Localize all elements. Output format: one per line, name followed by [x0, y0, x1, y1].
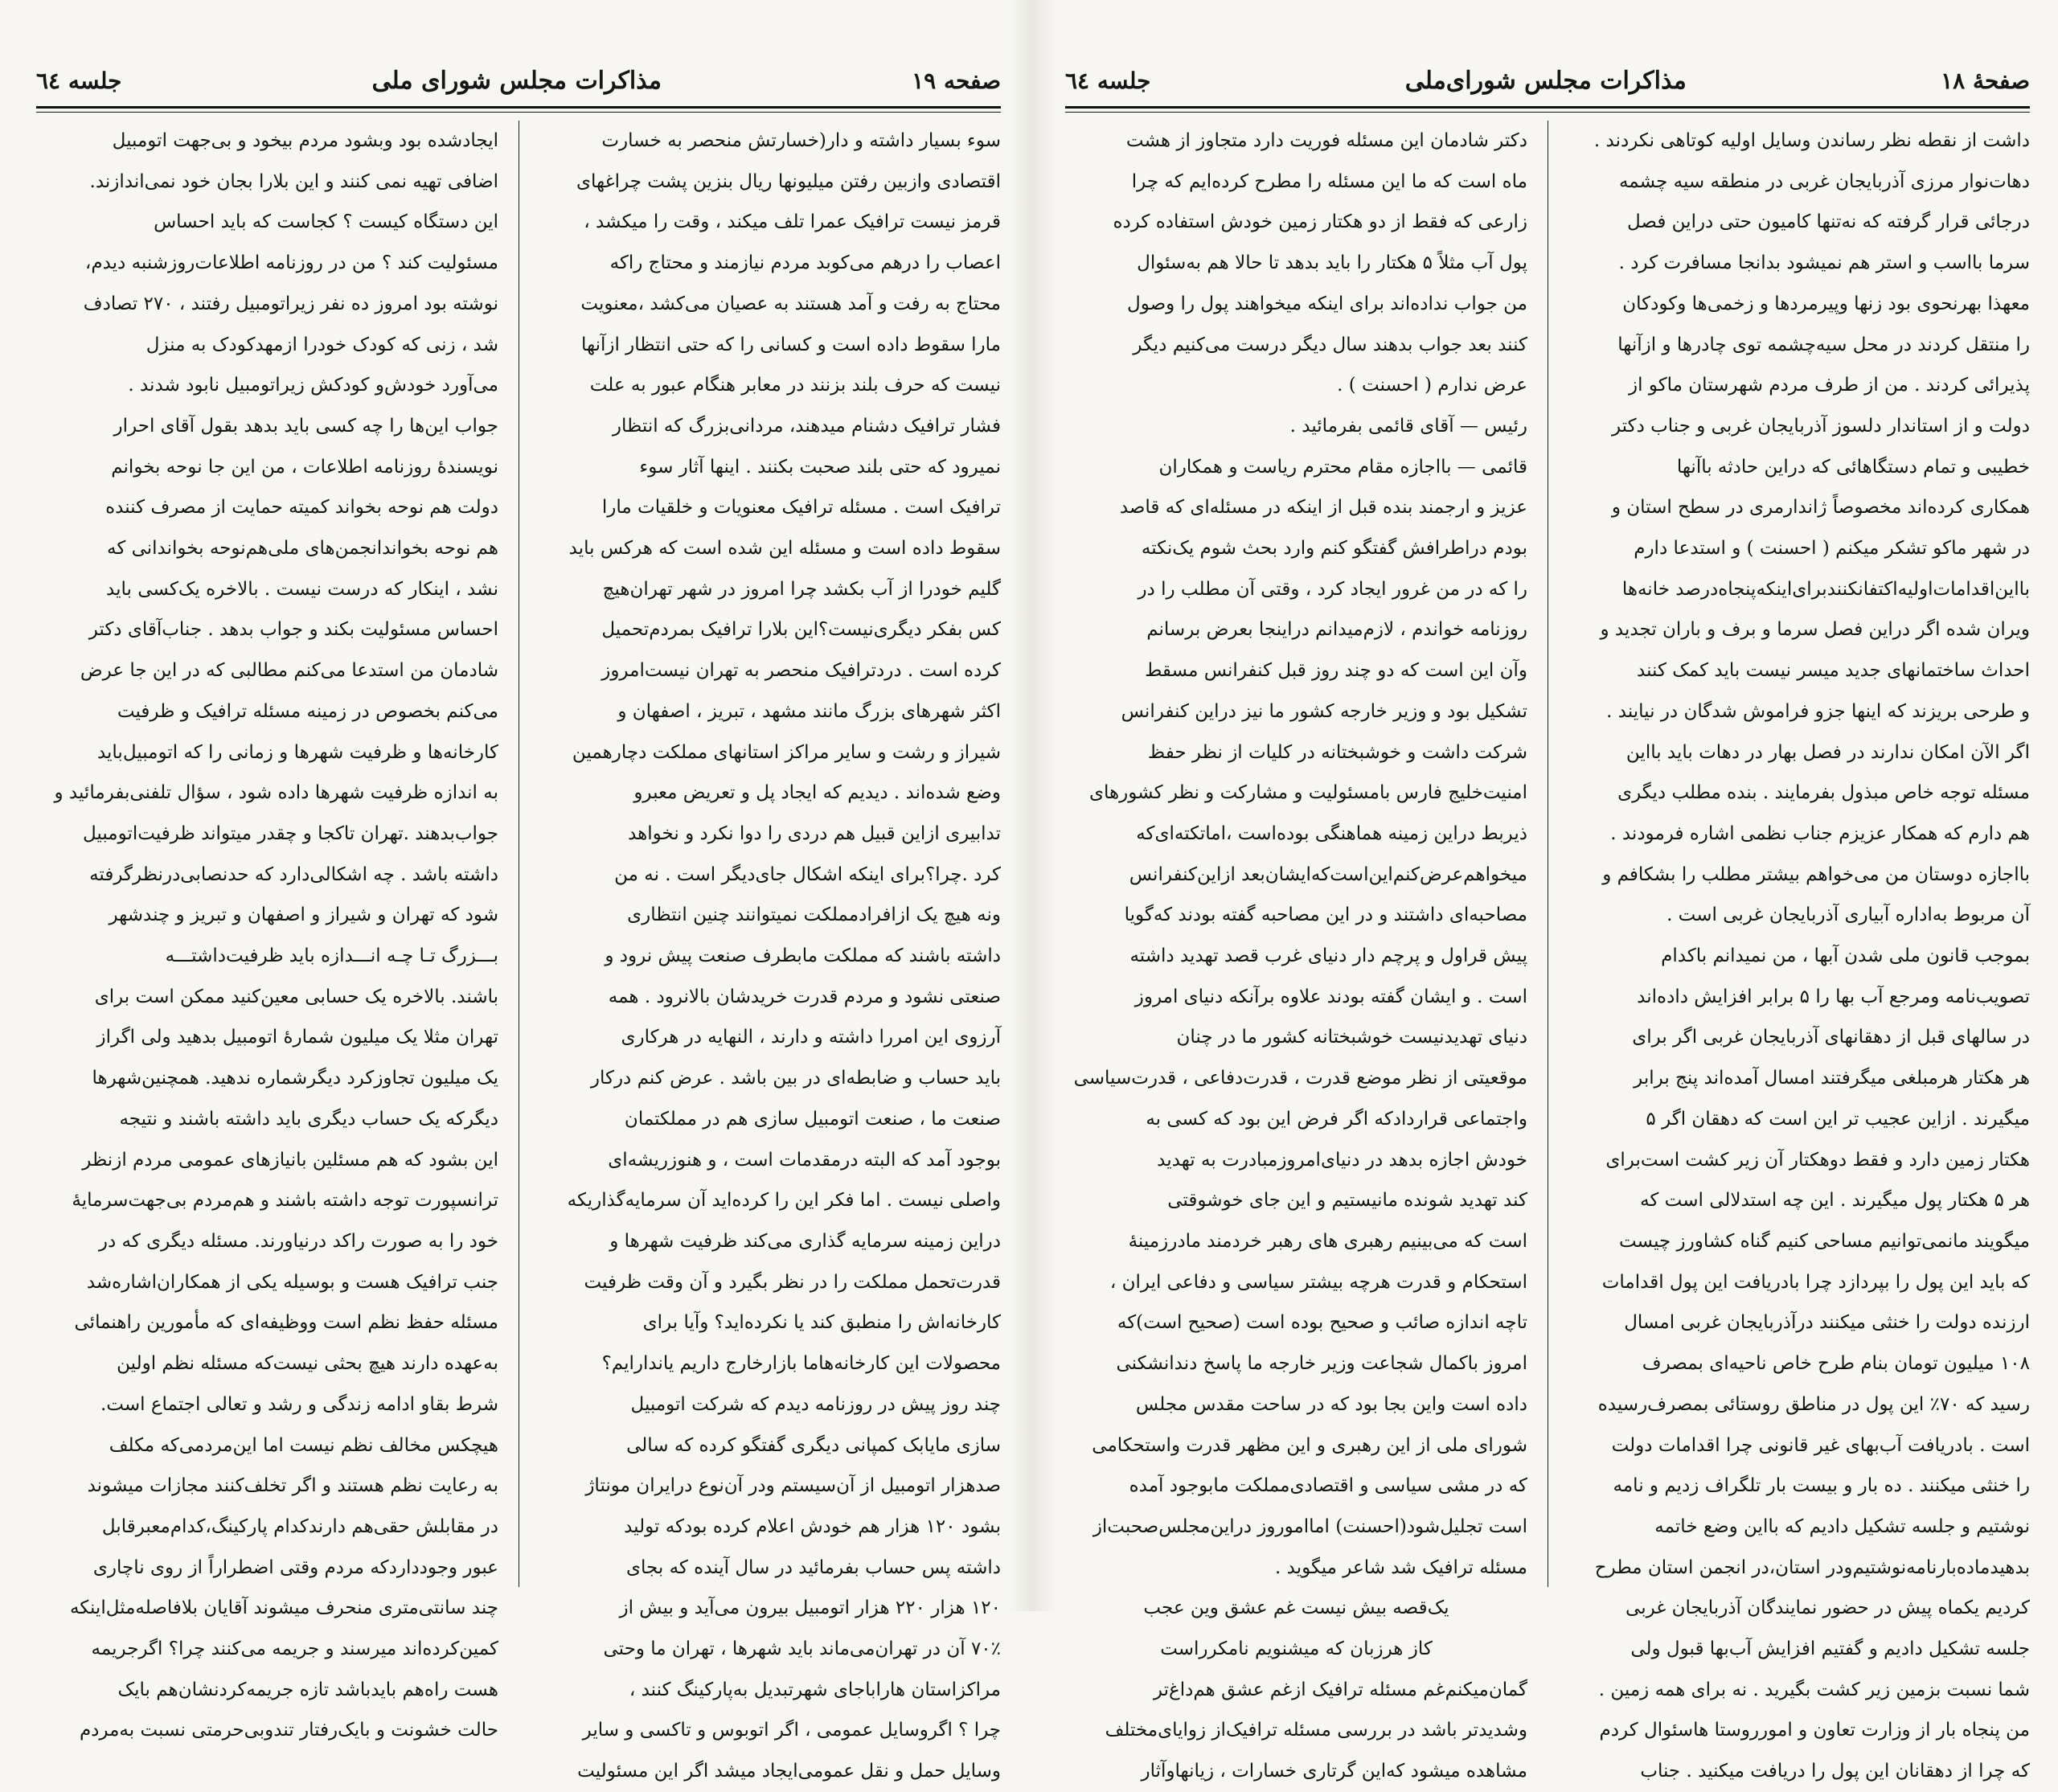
text-line: به رعایت نظم هستند و اگر تخلف‌کنند مجازات میشوند [87, 1475, 498, 1497]
page-18 [1065, 0, 2030, 1782]
text-line: رئیس — آقای قائمی بفرمائید . [1289, 415, 1527, 437]
text-line: سازی مایابک کمپانی دیگری گفتگو کرده که سالی [626, 1434, 1001, 1456]
text-line: حالت خشونت و بایک‌رفتار تندوبی‌حرمتی نسبت به‌مردم [79, 1720, 498, 1741]
text-line: جلسه تشکیل دادیم و گفتیم افزایش آب‌بها قبول ولی [1630, 1638, 2030, 1660]
text-line: شرکت داشت و خوشبختانه در کلیات از نظر حفظ [1147, 741, 1527, 763]
text-line: باید حساب و ضابطه‌ای در بین باشد . عرض کنم درکار [590, 1068, 1001, 1089]
text-line: اکثر شهرهای بزرگ مانند مشهد ، تبریز ، اصفهان و [617, 700, 1001, 722]
text-line: اعصاب را درهم می‌کوبد مردم نیازمند و محتاج راکه [609, 252, 1001, 274]
page-title: مذاکرات مجلس شورای‌ملی [1404, 66, 1687, 95]
text-line: شود که تهران و شیراز و اصفهان و تبریز و چندشهر [109, 904, 498, 926]
text-line: صنعتی نشود و مردم قدرت خریدشان بالانرود . همه [608, 986, 1001, 1007]
text-line: اقتصادی وازبین رفتن میلیونها ریال بنزین پشت چراغهای [576, 170, 1001, 192]
text-line: را خنثی میکنند . ده بار و بیست بار تلگراف زدیم و نامه [1613, 1475, 2030, 1497]
text-line: ترانسپورت توجه داشته باشند و هم‌مردم بی‌جهت‌سرمایهٔ [72, 1190, 498, 1212]
header-rule [36, 106, 1001, 113]
text-line: جواب‌بدهند .تهران تاکجا و چقدر میتواند ظرفیت‌اتومبیل [82, 822, 498, 844]
text-line: ارزنده دولت را خنثی میکنند درآذربایجان غربی امسال [1624, 1312, 2030, 1334]
text-line: دنیای تهدیدنیست خوشبختانه کشور ما در چنان [1176, 1027, 1527, 1048]
text-line: همکاری کرده‌اند مخصوصاً ژاندارمری در سطح استان و [1611, 497, 2030, 519]
text-line: مراکزاستان هاراباجای شهرتبدیل به‌پارکینگ کنند ، [629, 1679, 1001, 1700]
text-line: داشت از نقطه نظر رساندن وسایل اولیه کوتاهی نکردند . [1593, 130, 2030, 151]
text-line: آن مربوط به‌اداره آبیاری آذربایجان غربی است . [1666, 904, 2030, 926]
text-line: است تجلیل‌شود(احسنت) امااموروز دراین‌مجلس‌صحبت‌از [1093, 1515, 1527, 1537]
text-line: واصلی نیست . اما فکر این را کرده‌اید آن سرمایه‌گذاریکه [567, 1190, 1001, 1212]
text-line: مسئله ترافیک شد شاعر میگوید . [1275, 1556, 1527, 1578]
text-line: تصویب‌نامه ومرجع آب بها را ۵ برابر افزایش داده‌اند [1637, 986, 2030, 1007]
text-line: بااین‌اقدامات‌اولیه‌اکتفانکنندبرای‌اینکه‌پنجاه‌درصد خانه‌ها [1621, 578, 2030, 600]
text-line: احساس مسئولیت بکند و جواب بدهد . جناب‌آقای دکتر [88, 619, 498, 641]
text-line: مشاهده میشود که‌این گرتاری خسارات ، زیانهاوآثار [1141, 1761, 1527, 1782]
text-line: کارخانه‌اش را منطبق کند یا نکرده‌اید؟ وآیا برای [642, 1312, 1001, 1334]
text-line: گمان‌میکنم‌غم مسئله ترافیک ازغم عشق هم‌داغ‌تر [1153, 1679, 1527, 1700]
text-line: وسایل حمل و نقل عمومی‌ایجاد میشد اگر این مسئولیت [577, 1761, 1001, 1782]
text-line: میگیرند . ازاین عجیب تر این است که دهقان اگر ۵ [1646, 1108, 2030, 1130]
text-line: که چرا از دهقانان این پول را دریافت میکنید . جناب [1640, 1761, 2030, 1782]
text-line: که در مشی سیاسی و اقتصادی‌مملکت مابوجود آمده [1129, 1475, 1527, 1497]
text-column-right [539, 121, 1001, 1782]
text-line: هکتار زمین دارد و فقط دوهکتار آن زیر کشت است‌برای [1605, 1149, 2030, 1171]
text-line: کارخانه‌ها و ظرفیت شهرها و زمانی را که اتومبیل‌باید [96, 741, 498, 763]
page-header [1065, 59, 2030, 101]
text-line: شرط بقاو ادامه زندگی و رشد و تعالی اجتماع است. [100, 1393, 498, 1415]
text-line: کاز هرزبان که میشنویم نامکرراست [1160, 1638, 1433, 1660]
text-line: بودم دراطرافش گفتگو کنم وارد بحث شوم یک‌نکته [1141, 538, 1527, 560]
text-line: من پنجاه بار از وزارت تعاون و امورروستا هاسئوال کردم [1599, 1720, 2030, 1741]
text-line: داشته پس حساب بفرمائید در سال آینده که بجای [626, 1556, 1001, 1578]
text-line: خطیبی و تمام دستگاهائی که دراین حادثه باآنها [1676, 456, 2030, 478]
text-line: خود را به صورت راکد درنیاورند. مسئله دیگری که در [98, 1230, 498, 1252]
text-line: بموجب قانون ملی شدن آبها ، من نمیدانم باکدام [1661, 945, 2030, 967]
text-line: شد ، زنی که کودک خودرا ازمهدکودک به منزل [146, 334, 498, 355]
text-line: عزیز و ارجمند بنده قبل از اینکه در مسئله‌ای که قاصد [1119, 497, 1527, 519]
text-line: تدابیری ازاین قبیل هم دردی را دوا نکرد و نخواهد [628, 822, 1001, 844]
text-line: جواب این‌ها را چه کسی باید بدهد بقول آقای احرار [113, 415, 498, 437]
text-line: هم دارم که همکار عزیزم جناب نظمی اشاره فرمودند . [1610, 822, 2030, 844]
text-line: دکتر شادمان این مسئله فوریت دارد متجاوز از هشت [1125, 130, 1527, 151]
text-line: به‌عهده دارند هیچ بحثی نیست‌که مسئله نظم اولین [117, 1353, 498, 1375]
text-line: داشته باشند که مملکت مابطرف صنعت پیش نرود و [605, 945, 1001, 967]
text-line: نوشته بود امروز ده نفر زیراتومبیل رفتند ، ۲۷۰ تصادف [83, 293, 498, 314]
page-title: مذاکرات مجلس شورای ملی [371, 66, 662, 95]
text-line: را منتقل کردند در محل سیه‌چشمه توی چادرها و ازآنها [1617, 334, 2030, 355]
text-line: کند تهدید شونده مانیستیم و این جای خوشوقتی [1167, 1190, 1527, 1212]
text-line: کرده است . دردترافیک منحصر به تهران نیست‌امروز [601, 660, 1001, 682]
text-line: صنعت ما ، صنعت اتومبیل سازی هم در مملکتمان [624, 1108, 1001, 1130]
text-columns [36, 121, 1001, 1782]
text-column-left [1065, 121, 1527, 1782]
book-gutter [1009, 0, 1057, 1611]
text-line: در سالهای قبل از دهقانهای آذربایجان غربی اگر برای [1632, 1027, 2030, 1048]
text-line: مارا سقوط داده است و کسانی را که حتی انتظار ازآنها [580, 334, 1001, 355]
text-line: مسئولیت کند ؟ من در روزنامه اطلاعات‌روزشنبه دیدم، [84, 252, 498, 274]
text-line: رسید که ۷۰٪ این پول در مناطق روستائی بمصرف‌رسیده [1597, 1393, 2030, 1415]
page-header [36, 59, 1001, 101]
text-line: تهران مثلا یک میلیون شمارهٔ اتومبیل بدهید ولی اگراز [96, 1027, 498, 1048]
text-line: چند روز پیش در روزنامه دیدم که شرکت اتومبیل [630, 1393, 1001, 1415]
text-line: درجائی قرار گرفته که نه‌تنها کامیون حتی دراین فصل [1626, 211, 2030, 233]
text-line: پذیرائی کردند . من از طرف مردم شهرستان ماکو از [1629, 375, 2030, 396]
text-column-right [1568, 121, 2030, 1782]
text-line: زارعی که فقط از دو هکتار زمین خودش استفاده کرده [1113, 211, 1527, 233]
text-line: و طرحی بریزند که اینها جزو فراموش شدگان در نیایند . [1606, 700, 2030, 722]
text-line: نیست که حرف بلند بزنند در معابر هنگام عبور به علت [589, 375, 1001, 396]
text-columns [1065, 121, 2030, 1782]
text-line: بشود ۱۲۰ هزار هم خودش اعلام کرده بودکه تولید [624, 1515, 1001, 1537]
text-line: نوشتیم و جلسه تشکیل دادیم که بااین وضع خاتمه [1654, 1515, 2030, 1537]
text-line: به اندازه ظرفیت شهرها داده شود ، سؤال تلفنی‌بفرمائید و [54, 782, 498, 804]
session-label: جلسه ٦٤ [36, 67, 122, 94]
text-line: کردیم یکماه پیش در حضور نمایندگان آذربایجان غربی [1625, 1597, 2030, 1619]
text-line: وآن این است که دو چند روز قبل کنفرانس مسقط [1145, 660, 1527, 682]
session-label: جلسه ٦٤ [1065, 67, 1151, 94]
text-line: است . و ایشان گفته بودند علاوه برآنکه دنیای امروز [1134, 986, 1527, 1007]
text-line: ذیربط دراین زمینه هماهنگی بوده‌است ،اماتکته‌ای‌که [1136, 822, 1527, 844]
text-line: شورای ملی از این رهبری و این مظهر قدرت واستحکامی [1092, 1434, 1527, 1456]
text-column-left [36, 121, 498, 1741]
text-line: صدهزار اتومبیل از آن‌سیستم ودر آن‌نوع درایران مونتاژ [585, 1475, 1001, 1497]
text-line: هر ۵ هکتار پول میگیرند . این چه استدلالی است که [1640, 1190, 2030, 1212]
text-line: بـــزرگ تـا چـه انـــدازه باید ظرفیت‌داشتـــه [165, 945, 498, 967]
text-line: موقعیتی از نظر موضع قدرت ، قدرت‌دفاعی ، قدرت‌سیاسی [1073, 1068, 1527, 1089]
page-label: صفحهٔ ۱۸ [1941, 67, 2030, 94]
text-line: پیش قراول و پرچم دار دنیای غرب قصد تهدید داشته [1129, 945, 1527, 967]
text-line: تاچه اندازه صائب و صحیح بوده است (صحیح است)که [1117, 1312, 1527, 1334]
text-line: قائمی — بااجازه مقام محترم ریاست و همکاران [1158, 456, 1527, 478]
text-line: ۱۲۰ هزار ۲۲۰ هزار اتومبیل بیرون می‌آید و بیش از [619, 1597, 1001, 1619]
text-line: بااجازه دوستان من می‌خواهم بیشتر مطلب را بشکافم و [1602, 863, 2030, 885]
text-line: مسئله حفظ نظم است ووظیفه‌ای که مأمورین راهنمائی [74, 1312, 498, 1334]
text-line: عرض ندارم ( احسنت ) . [1337, 375, 1527, 396]
text-line: دهات‌نوار مرزی آذربایجان غربی در منطقه سیه چشمه [1618, 170, 2030, 192]
text-line: تشکیل بود و وزیر خارجه کشور ما نیز دراین کنفرانس [1121, 700, 1527, 722]
text-line: ایجادشده بود وبشود مردم بیخود و بی‌جهت اتومبیل [112, 130, 498, 151]
text-line: نویسندهٔ روزنامه اطلاعات ، من این جا نوحه بخوانم [111, 456, 498, 478]
text-line: سرما بااسب و استر هم نمیشود بدانجا مسافرت کرد . [1618, 252, 2030, 274]
text-line: مسئله توجه خاص مبذول بفرمایند . بنده مطلب دیگری [1617, 782, 2030, 804]
text-line: امروز باکمال شجاعت وزیر خارجه ما پاسخ دندانشکنی [1116, 1353, 1527, 1375]
text-line: هیچکس مخالف نظم نیست اما این‌مردمی‌که مکلف [109, 1434, 498, 1456]
text-line: ماه است که ما این مسئله را مطرح کرده‌ایم که چرا [1131, 170, 1527, 192]
text-line: وشدیدتر باشد در بررسی مسئله ترافیک‌از زوایای‌مختلف [1105, 1720, 1527, 1741]
text-line: اضافی تهیه نمی کنند و این بلارا بجان خود نمی‌اندازند. [89, 170, 498, 192]
text-line: اگر الآن امکان ندارند در فصل بهار در دهات باید بااین [1625, 741, 2030, 763]
text-line: ۷۰٪ آن در تهران‌می‌ماند باید شهرها ، تهران ما وحتی [603, 1638, 1001, 1660]
text-line: نمیرود که حتی بلند صحبت بکنند . اینها آثار سوء [639, 456, 1001, 478]
text-line: دولت هم نوحه بخواند کمیته حمایت از مصرف کننده [105, 497, 498, 519]
text-line: مصاحبه‌ای داشتند و در این مصاحبه گفته بودند که‌گویا [1124, 904, 1527, 926]
text-line: خودش اجازه بدهد در دنیای‌امروزمبادرت به تهدید [1157, 1149, 1527, 1171]
text-line: وضع شده‌اند . دیدیم که ایجاد پل و تعریض معبرو [633, 782, 1001, 804]
page-label: صفحه ۱۹ [912, 67, 1001, 94]
text-line: داده است واین بجا بود که در ساحت مقدس مجلس [1135, 1393, 1527, 1415]
text-line: یک میلیون تجاوزکرد دیگرشماره ندهید. همچنین‌شهرها [92, 1068, 498, 1089]
text-line: هر هکتار هرمبلغی میگرفتند امسال آمده‌اند پنج برابر [1634, 1068, 2030, 1089]
text-line: محتاج به رفت و آمد هستند به عصیان می‌کشد ،معنویت [580, 293, 1001, 314]
text-line: بدهیدماده‌بارنامه‌نوشتیم‌ودر استان،در انجمن استان مطرح [1594, 1556, 2030, 1578]
text-line: کرد .چرا؟برای اینکه اشکال جای‌دیگر است . نه من [614, 863, 1001, 885]
text-line: هست راه‌هم بایدباشد تازه جریمه‌کردنشان‌هم بایک [117, 1679, 498, 1700]
text-line: میخواهم‌عرض‌کنم‌این‌است‌که‌ایشان‌بعد ازاین‌کنفرانس [1129, 863, 1527, 885]
text-line: عبور وجوددارد‌که مردم وقتی اضطراراً از روی ناچاری [92, 1556, 498, 1578]
text-line: دولت و از استاندار دلسوز آذربایجان غربی و جناب دکتر [1611, 415, 2030, 437]
text-line: هم نوحه بخواندانجمن‌های ملی‌هم‌نوحه بخواندانی که [106, 538, 498, 560]
text-line: ونه هیچ یک ازافرادمملکت نمیتوانند چنین انتظاری [627, 904, 1001, 926]
text-line: کس بفکر دیگری‌نیست؟این بلارا ترافیک بمردم‌تحمیل [601, 619, 1001, 641]
text-line: باشند. بالاخره یک حسابی معین‌کنید ممکن است برای [94, 986, 498, 1007]
text-line: دیگرکه یک حساب دیگری باید داشته باشند و نتیجه [119, 1108, 498, 1130]
text-line: در مقابلش حقی‌هم دارندکدام پارکینگ،کدام‌معبرقابل [101, 1515, 498, 1537]
text-line: این بشود که هم مسئلین بانیازهای عمومی مردم ازنظر [82, 1149, 498, 1171]
text-line: محصولات این کارخانه‌هاما بازارخارج داریم یاندارایم؟ [601, 1353, 1001, 1375]
header-rule [1065, 106, 2030, 113]
text-line: ترافیک است . مسئله ترافیک معنویات و خلقیات مارا [601, 497, 1001, 519]
text-line: داشته باشد . چه اشکالی‌دارد که حدنصابی‌درنظرگرفته [89, 863, 498, 885]
text-line: معهذا بهرنحوی بود زنها وپیرمردها و زخمی‌ها وکودکان [1622, 293, 2030, 314]
text-line: دراین زمینه سرمایه گذاری می‌کند ظرفیت شهرها و [609, 1230, 1001, 1252]
text-line: قدرت‌تحمل مملکت را در نظر بگیرد و آن وقت ظرفیت [584, 1271, 1001, 1293]
text-line: ۱۰۸ میلیون تومان بنام طرح خاص ناحیه‌ای بمصرف [1642, 1353, 2030, 1375]
text-line: پول آب مثلاً ۵ هکتار را باید بدهد تا حالا هم به‌سئوال [1137, 252, 1527, 274]
text-line: میگویند مانمی‌توانیم مساحی کنیم گناه کشاورز چیست [1618, 1230, 2030, 1252]
text-line: می‌کنم بخصوص در زمینه مسئله ترافیک و ظرفیت [117, 700, 498, 722]
text-line: کنند بعد جواب بدهند سال دیگر درست می‌کنیم دیگر [1133, 334, 1527, 355]
text-line: سوء بسیار داشته و دار(خسارتش منحصر به خسارت [601, 130, 1001, 151]
text-line: استحکام و قدرت هرچه بیشتر سیاسی و دفاعی ایران ، [1109, 1271, 1527, 1293]
text-line: کمین‌کرده‌اند میرسند و جریمه می‌کنند چرا؟ اگرجریمه [91, 1638, 498, 1660]
text-line: ویران شده اگر دراین فصل سرما و برف و باران تجدید و [1600, 619, 2030, 641]
text-line: یک‌قصه بیش نیست غم عشق وین عجب [1143, 1597, 1449, 1619]
text-line: در شهر ماکو تشکر میکنم ( احسنت ) و استدعا دارم [1634, 538, 2030, 560]
text-line: نشد ، اینکار که درست نیست . بالاخره یک‌کسی باید [106, 578, 498, 600]
text-line: سقوط داده است و مسئله این شده است که هرکس باید [568, 538, 1001, 560]
text-line: که باید این پول را بپردازد چرا بادریافت این پول اقدامات [1601, 1271, 2030, 1293]
text-line: آرزوی این امررا داشته و دارند ، النهایه در هرکاری [621, 1027, 1001, 1048]
text-line: است . بادریافت آب‌بهای غیر قانونی چرا اقدامات دولت [1611, 1434, 2030, 1456]
text-line: چرا ؟ اگروسایل عمومی ، اگر اتوبوس و تاکسی و سایر [582, 1720, 1001, 1741]
text-line: این دستگاه کیست ؟ کجاست که باید احساس [154, 211, 498, 233]
text-line: می‌آورد خودش‌و کودکش زیراتومبیل نابود شدند . [128, 375, 498, 396]
text-line: است که می‌بینیم رهبری های رهبر خردمند مادرزمینهٔ [1128, 1230, 1527, 1252]
text-line: جنب ترافیک هست و بوسیله یکی از همکاران‌اشاره‌شد [86, 1271, 498, 1293]
text-line: امنیت‌خلیج فارس بامسئولیت و مشارکت و نظر کشورهای [1088, 782, 1527, 804]
text-line: احداث ساختمانهای جدید میسر نیست باید کمک کنند [1637, 660, 2030, 682]
text-line: شیراز و رشت و سایر مراکز استانهای مملکت دچارهمین [572, 741, 1001, 763]
text-line: چند سانتی‌متری منحرف میشوند آقایان بلافاصله‌مثل‌اینکه [69, 1597, 498, 1619]
text-line: گلیم خودرا از آب بکشد چرا امروز در شهر تهران‌هیچ [602, 578, 1001, 600]
text-line: شادمان من استدعا می‌کنم مطالبی که در این جا عرض [80, 660, 498, 682]
text-line: روزنامه خواندم ، لازم‌میدانم دراینجا بعرض برسانم [1146, 619, 1527, 641]
text-line: واجتماعی قراردادکه اگر فرض این بود که کسی به [1146, 1108, 1527, 1130]
text-line: فشار ترافیک دشنام میدهند، مردانی‌بزرگ که انتظار [612, 415, 1001, 437]
text-line: قرمز نیست ترافیک عمرا تلف میکند ، وقت را میکشد ، [584, 211, 1001, 233]
text-line: بوجود آمد که البته درمقدمات است ، و هنوزریشه‌ای [608, 1149, 1001, 1171]
page-19 [36, 0, 1001, 1782]
text-line: شما نسبت بزمین زیر کشت بگیرید . نه برای همه زمین . [1598, 1679, 2030, 1700]
text-line: را که در من غرور ایجاد کرد ، وقتی آن مطلب را در [1138, 578, 1527, 600]
text-line: من جواب نداده‌اند برای اینکه میخواهند پول را وصول [1127, 293, 1527, 314]
